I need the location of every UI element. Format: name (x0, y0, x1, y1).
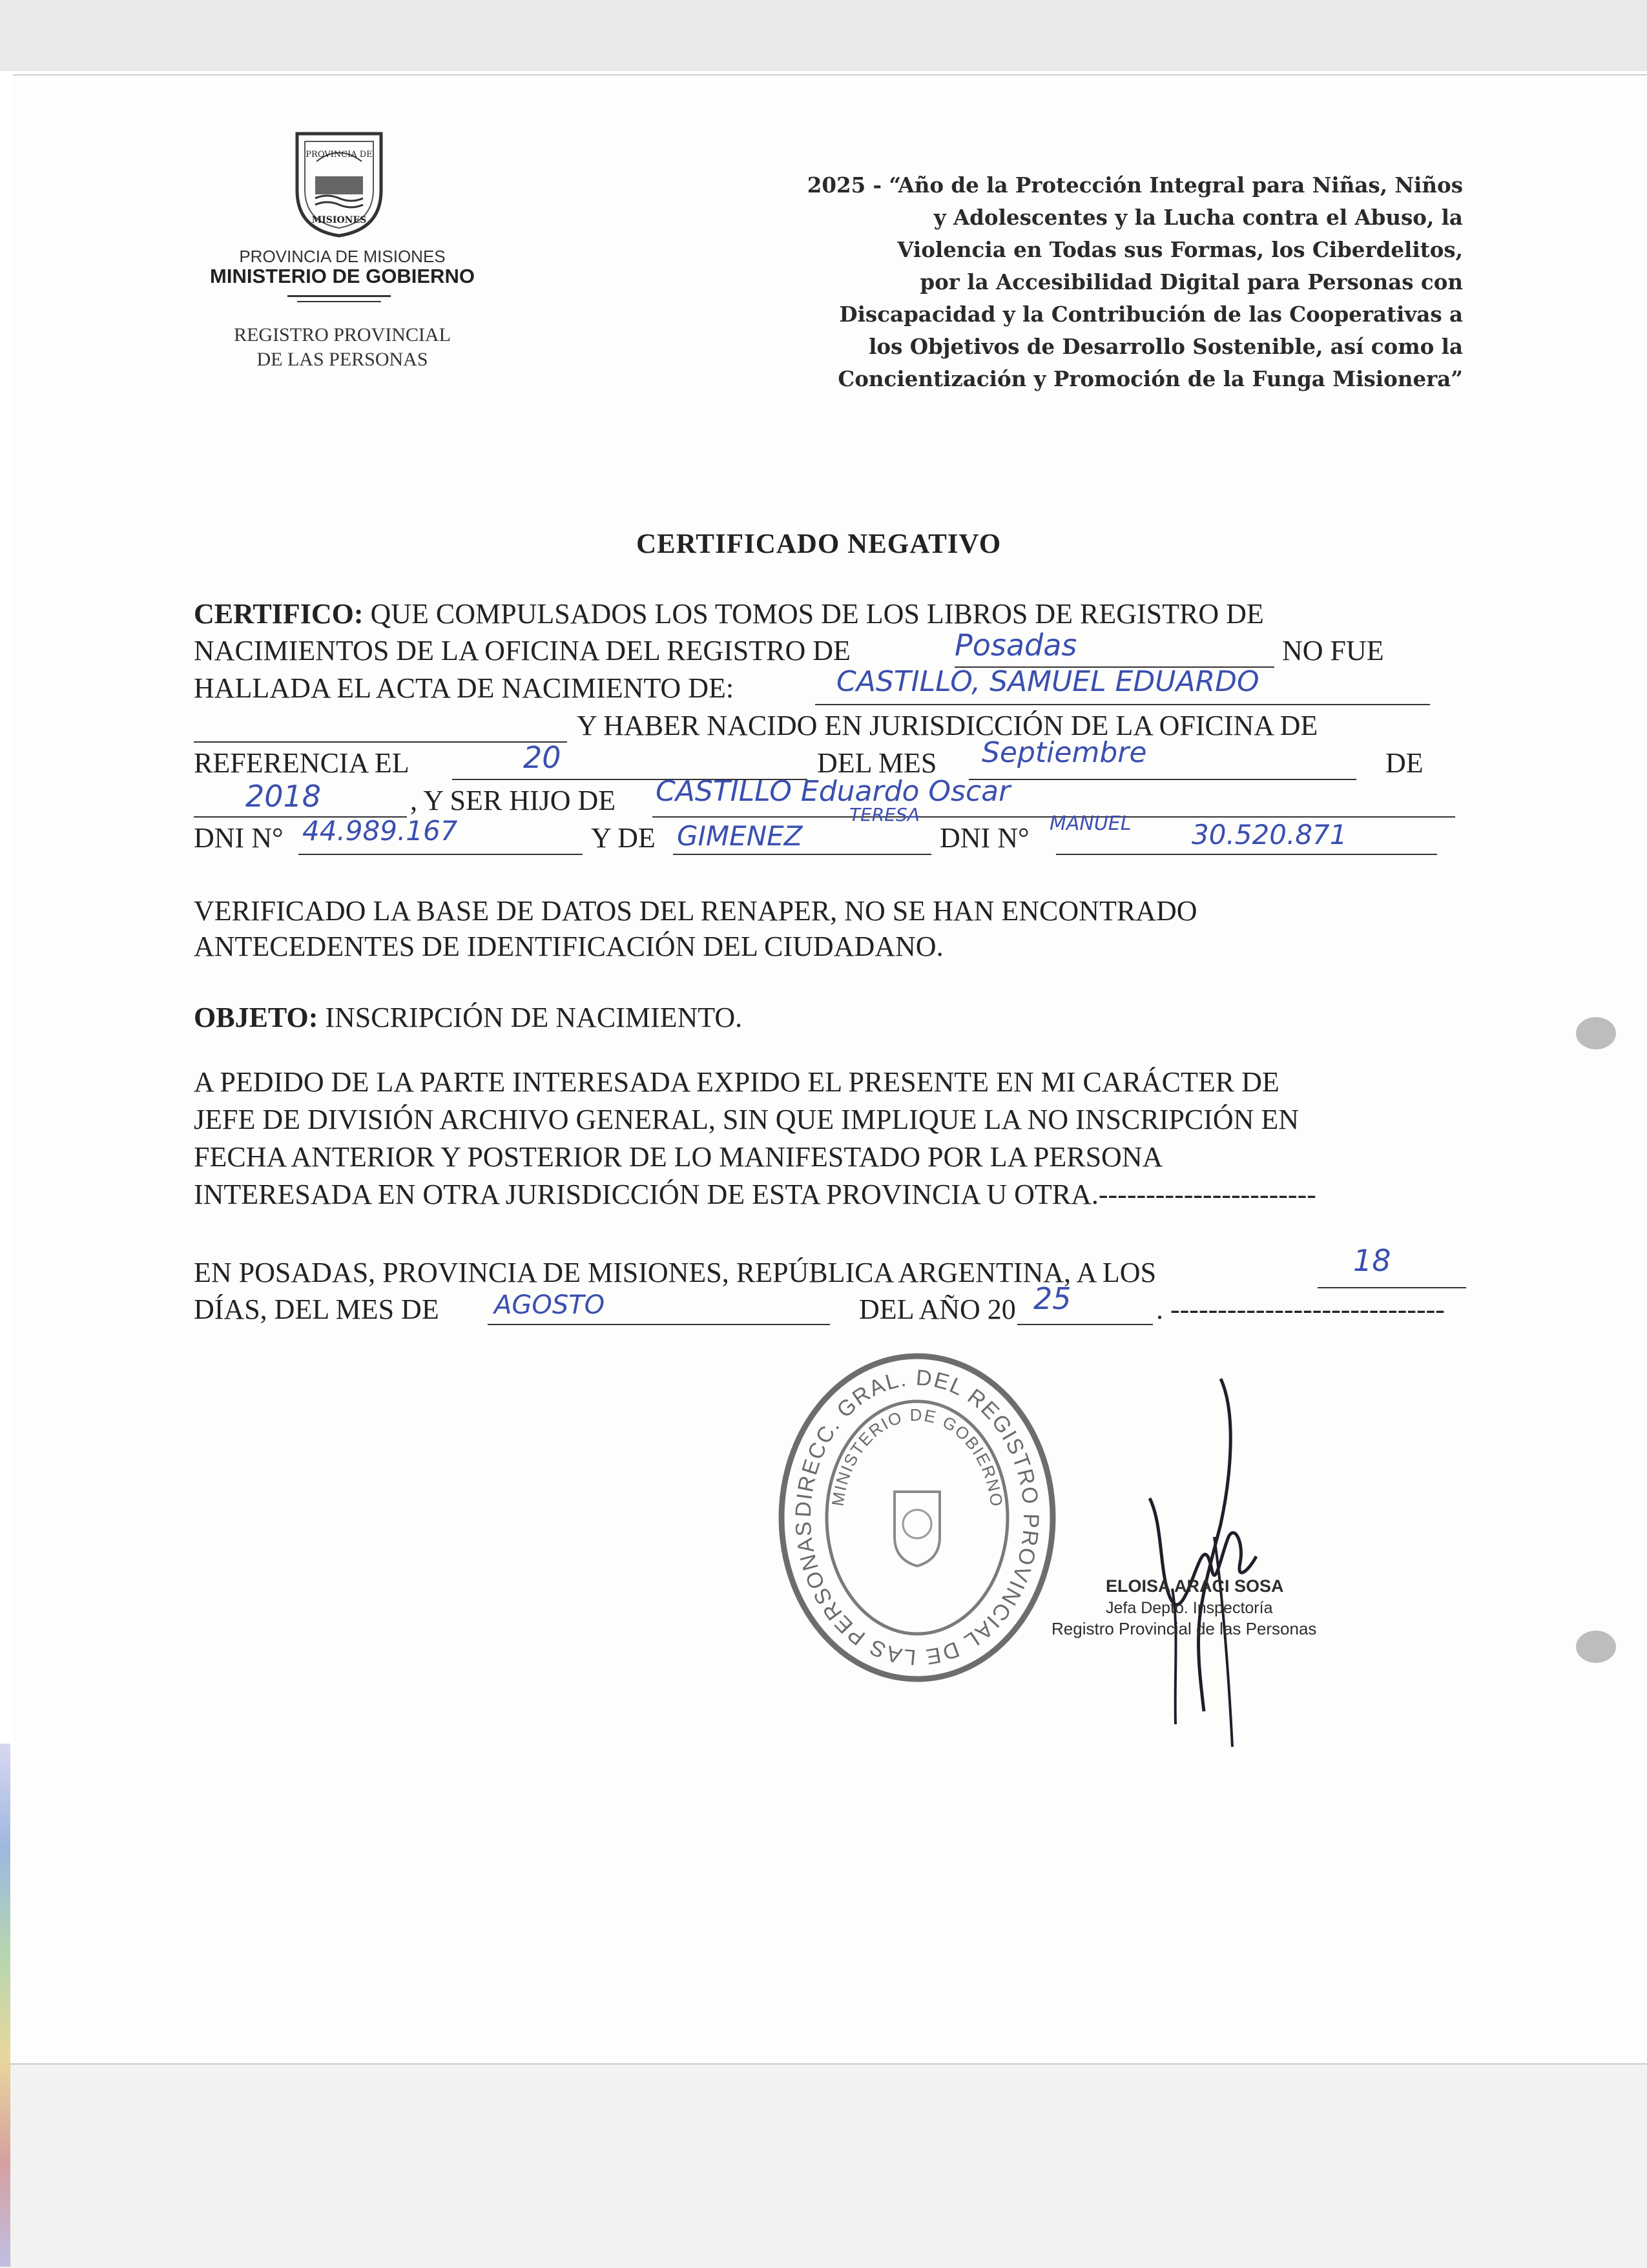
handwritten-signature (1124, 1376, 1305, 1750)
motto-line: 2025 - “Año de la Protección Integral para Niñas, Niños (807, 172, 1463, 198)
motto-line: y Adolescentes y la Lucha contra el Abuso, la (933, 205, 1463, 230)
handwritten-day: 20 (523, 740, 561, 775)
svg-text:MINISTERIO DE GOBIERNO (828, 1405, 1007, 1509)
body-text: , Y SER HIJO DE (410, 785, 616, 816)
body-text: . ----------------------------- (1156, 1294, 1445, 1325)
body-text: NO FUE (1282, 635, 1384, 666)
handwritten-year: 2018 (245, 779, 322, 814)
body-text: DÍAS, DEL MES DE (194, 1294, 439, 1325)
handwritten-issue-month: AGOSTO (494, 1290, 605, 1320)
handwritten-name: CASTILLO, SAMUEL EDUARDO (836, 665, 1259, 698)
handwritten-mother: GIMENEZ (677, 820, 803, 852)
motto-line: por la Accesibilidad Digital para Personas con (920, 269, 1463, 294)
body-text: QUE COMPULSADOS LOS TOMOS DE LOS LIBROS DE REGISTRO DE (370, 598, 1264, 630)
punch-hole (1576, 1631, 1616, 1663)
handwritten-mother-dni: 30.520.871 (1192, 819, 1347, 850)
body-text: INTERESADA EN OTRA JURISDICCIÓN DE ESTA PROVINCIA U OTRA.----------------------- (194, 1179, 1316, 1210)
body-text: ANTECEDENTES DE IDENTIFICACIÓN DEL CIUDADANO. (194, 931, 944, 962)
header-divider (287, 295, 391, 297)
father-dni-blank (298, 854, 583, 855)
year-motto (672, 169, 1463, 395)
handwritten-mother-second: MANUEL (1050, 812, 1132, 835)
certifico-label: CERTIFICO: (194, 598, 364, 630)
motto-line: Concientización y Promoción de la Funga Misionera” (838, 366, 1463, 391)
objeto-value: INSCRIPCIÓN DE NACIMIENTO. (325, 1002, 743, 1033)
body-line-3 (194, 672, 734, 705)
handwritten-father: CASTILLO Eduardo Oscar (656, 775, 1011, 808)
ministry-label: MINISTERIO DE GOBIERNO (210, 265, 475, 287)
seal-inner-text: MINISTERIO DE GOBIERNO (827, 1405, 1007, 1509)
objeto-label: OBJETO: (194, 1002, 318, 1033)
name-blank (815, 704, 1430, 705)
province-label: PROVINCIA DE MISIONES (239, 247, 446, 266)
handwritten-issue-year: 25 (1033, 1281, 1072, 1316)
scan-edge-stripe (0, 1744, 10, 2267)
body-text: NACIMIENTOS DE LA OFICINA DEL REGISTRO DE (194, 635, 851, 666)
body-text: EN POSADAS, PROVINCIA DE MISIONES, REPÚBLICA ARGENTINA, A LOS (194, 1257, 1157, 1288)
body-text: HALLADA EL ACTA DE NACIMIENTO DE: (194, 672, 734, 704)
handwritten-office: Posadas (955, 628, 1077, 663)
body-text: Y HABER NACIDO EN JURISDICCIÓN DE LA OFICINA DE (577, 710, 1318, 741)
mother-dni-blank (1056, 854, 1437, 855)
emblem-text-bottom: MISIONES (311, 215, 367, 225)
signatory-name: ELOISA ARACI SOSA (1106, 1576, 1284, 1596)
scan-background-top (0, 0, 1647, 71)
handwritten-mother-extra: TERESA (849, 804, 920, 825)
body-text: FECHA ANTERIOR Y POSTERIOR DE LO MANIFESTADO POR LA PERSONA (194, 1141, 1163, 1173)
provincia-de-misiones-emblem (284, 126, 394, 239)
seal-outer-text: DIRECC. GRAL. DEL REGISTRO PROVINCIAL DE LAS PERSONAS (791, 1365, 1044, 1670)
month-blank (969, 779, 1356, 780)
scan-background-bottom (0, 2063, 1647, 2268)
body-text: DEL MES (817, 747, 937, 779)
header-divider-2 (297, 301, 381, 302)
issue-year-blank (1017, 1324, 1153, 1325)
handwritten-father-dni: 44.989.167 (302, 815, 458, 847)
motto-line: Violencia en Todas sus Formas, los Ciberdelitos, (897, 237, 1463, 262)
motto-line: Discapacidad y la Contribución de las Cooperativas a (839, 302, 1463, 327)
body-text: JEFE DE DIVISIÓN ARCHIVO GENERAL, SIN QUE IMPLIQUE LA NO INSCRIPCIÓN EN (194, 1104, 1300, 1135)
handwritten-issue-day: 18 (1353, 1243, 1391, 1278)
issue-day-blank (1318, 1287, 1466, 1288)
body-line-2 (194, 634, 851, 667)
motto-line: los Objetivos de Desarrollo Sostenible, así como la (869, 334, 1463, 359)
emblem-text-top: PROVINCIA DE (306, 150, 373, 160)
name-blank-2 (194, 741, 567, 743)
body-text: VERIFICADO LA BASE DE DATOS DEL RENAPER, NO SE HAN ENCONTRADO (194, 895, 1197, 927)
issue-month-blank (488, 1324, 830, 1325)
signatory-role: Jefa Depto. Inspectoría (1106, 1599, 1273, 1617)
mother-blank (673, 854, 931, 855)
body-text: REFERENCIA EL (194, 747, 409, 779)
official-seal (772, 1343, 1062, 1692)
body-text: DNI N° (194, 822, 284, 854)
body-text: A PEDIDO DE LA PARTE INTERESADA EXPIDO EL PRESENTE EN MI CARÁCTER DE (194, 1066, 1279, 1098)
registro-line-2: DE LAS PERSONAS (256, 349, 428, 370)
body-text: DNI N° (940, 822, 1030, 854)
body-text: Y DE (591, 822, 656, 854)
body-line-1 (194, 597, 1264, 630)
body-text: DE (1385, 747, 1424, 779)
handwritten-month: Septiembre (982, 736, 1147, 769)
punch-hole (1576, 1017, 1616, 1049)
registro-line-1: REGISTRO PROVINCIAL (234, 324, 451, 345)
body-text: DEL AÑO 20 (859, 1294, 1016, 1325)
objeto-line (194, 1001, 742, 1034)
certificate-title: CERTIFICADO NEGATIVO (636, 529, 1002, 559)
signatory-org: Registro Provincial de las Personas (1051, 1619, 1317, 1638)
